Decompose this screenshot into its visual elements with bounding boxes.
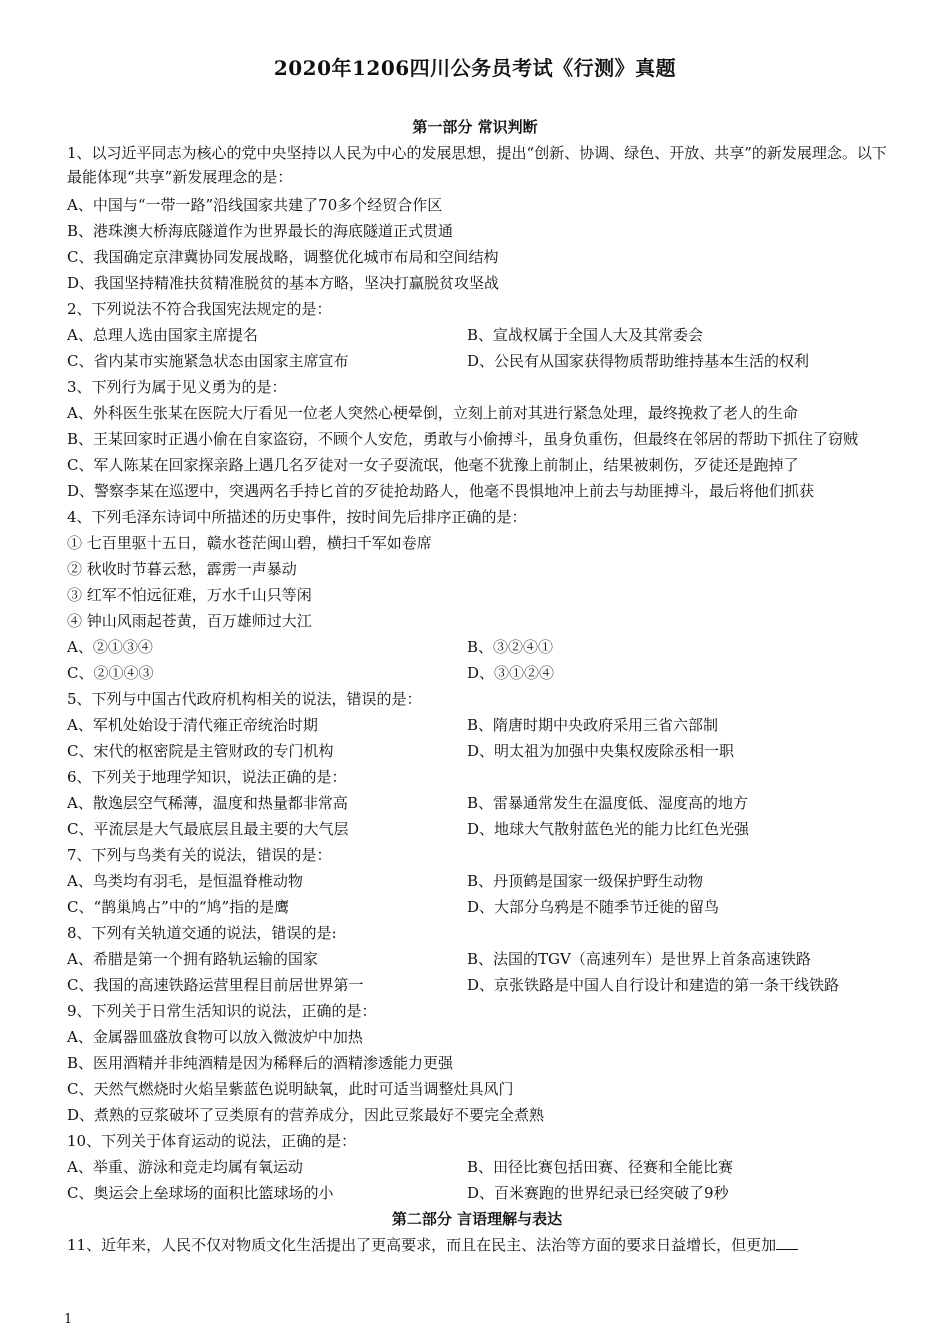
option-row bbox=[67, 634, 887, 660]
option-a: A、金属器皿盛放食物可以放入微波炉中加热 bbox=[67, 1028, 363, 1046]
option-b: B、丹顶鹤是国家一级保护野生动物 bbox=[467, 872, 704, 890]
option-row bbox=[67, 738, 887, 764]
option-c: C、“鹊巢鸠占”中的“鸠”指的是鹰 bbox=[67, 898, 290, 916]
question-stem: 1、以习近平同志为核心的党中央坚持以人民为中心的发展思想，提出“创新、协调、绿色、开放、共享”的新发展理念。以下最能体现“共享”新发展理念的是： bbox=[67, 144, 887, 186]
questions-block bbox=[67, 138, 887, 1258]
option-a: A、总理人选由国家主席提名 bbox=[67, 326, 258, 344]
poem-line: ③ 红军不怕远征难，万水千山只等闲 bbox=[67, 586, 312, 604]
option-c: C、平流层是大气最底层且最主要的大气层 bbox=[67, 820, 349, 838]
question-stem: 7、下列与鸟类有关的说法，错误的是： bbox=[67, 846, 332, 864]
option-row bbox=[67, 972, 887, 998]
question-stem: 5、下列与中国古代政府机构相关的说法，错误的是： bbox=[67, 690, 422, 708]
option-b: B、③②④① bbox=[467, 638, 554, 656]
option-c: C、军人陈某在回家探亲路上遇几名歹徒对一女子耍流氓，他毫不犹豫上前制止，结果被刺伤，歹徒还是跑掉了 bbox=[67, 456, 799, 474]
option-d: D、京张铁路是中国人自行设计和建造的第一条干线铁路 bbox=[467, 976, 840, 994]
poem-line: ④ 钟山风雨起苍黄，百万雄师过大江 bbox=[67, 612, 312, 630]
option-b: B、宣战权属于全国人大及其常委会 bbox=[467, 326, 704, 344]
option-row bbox=[67, 894, 887, 920]
option-a: A、散逸层空气稀薄，温度和热量都非常高 bbox=[67, 794, 348, 812]
option-c: C、宋代的枢密院是主管财政的专门机构 bbox=[67, 742, 334, 760]
section-heading-part2: 第二部分 言语理解与表达 bbox=[391, 1210, 563, 1228]
option-b: B、田径比赛包括田赛、径赛和全能比赛 bbox=[467, 1158, 734, 1176]
option-d: D、警察李某在巡逻中，突遇两名手持匕首的歹徒抢劫路人，他毫不畏惧地冲上前去与劫匪搏斗，最后将他们抓获 bbox=[67, 482, 815, 500]
option-c: C、省内某市实施紧急状态由国家主席宣布 bbox=[67, 352, 349, 370]
option-d: D、明太祖为加强中央集权废除丞相一职 bbox=[467, 742, 735, 760]
option-c: C、奥运会上垒球场的面积比篮球场的小 bbox=[67, 1184, 334, 1202]
option-d: D、煮熟的豆浆破坏了豆类原有的营养成分，因此豆浆最好不要完全煮熟 bbox=[67, 1106, 545, 1124]
option-row bbox=[67, 946, 887, 972]
question-stem: 9、下列关于日常生活知识的说法，正确的是： bbox=[67, 1002, 377, 1020]
question-stem: 11、近年来，人民不仅对物质文化生活提出了更高要求，而且在民主、法治等方面的要求日益增长，但更加 bbox=[67, 1236, 777, 1254]
option-a: A、②①③④ bbox=[67, 638, 153, 656]
option-d: D、百米赛跑的世界纪录已经突破了9秒 bbox=[467, 1184, 729, 1202]
option-row bbox=[67, 1154, 887, 1180]
option-a: A、中国与“一带一路”沿线国家共建了70多个经贸合作区 bbox=[67, 196, 443, 214]
option-b: B、医用酒精并非纯酒精是因为稀释后的酒精渗透能力更强 bbox=[67, 1054, 454, 1072]
option-a: A、外科医生张某在医院大厅看见一位老人突然心梗晕倒，立刻上前对其进行紧急处理，最终挽救了老人的生命 bbox=[67, 404, 798, 422]
option-row bbox=[67, 868, 887, 894]
option-row bbox=[67, 816, 887, 842]
question-stem: 8、下列有关轨道交通的说法，错误的是: bbox=[67, 924, 337, 942]
question-stem: 2、下列说法不符合我国宪法规定的是： bbox=[67, 300, 332, 318]
option-row bbox=[67, 790, 887, 816]
option-d: D、大部分乌鸦是不随季节迁徙的留鸟 bbox=[467, 898, 720, 916]
option-row bbox=[67, 1180, 887, 1206]
option-d: D、公民有从国家获得物质帮助维持基本生活的权利 bbox=[467, 352, 810, 370]
option-a: A、军机处始设于清代雍正帝统治时期 bbox=[67, 716, 318, 734]
option-b: B、港珠澳大桥海底隧道作为世界最长的海底隧道正式贯通 bbox=[67, 222, 454, 240]
option-b: B、雷暴通常发生在温度低、湿度高的地方 bbox=[467, 794, 749, 812]
option-b: B、法国的TGV（高速列车）是世界上首条高速铁路 bbox=[467, 950, 811, 968]
option-d: D、③①②④ bbox=[467, 664, 555, 682]
answer-blank bbox=[776, 1233, 798, 1250]
option-c: C、天然气燃烧时火焰呈紫蓝色说明缺氧，此时可适当调整灶具风门 bbox=[67, 1080, 514, 1098]
option-row bbox=[67, 712, 887, 738]
option-a: A、希腊是第一个拥有路轨运输的国家 bbox=[67, 950, 318, 968]
option-a: A、举重、游泳和竞走均属有氧运动 bbox=[67, 1158, 303, 1176]
poem-line: ② 秋收时节暮云愁，霹雳一声暴动 bbox=[67, 560, 297, 578]
option-b: B、王某回家时正遇小偷在自家盗窃，不顾个人安危，勇敢与小偷搏斗，虽身负重伤，但最终在邻居的帮助下抓住了窃贼 bbox=[67, 430, 859, 448]
option-a: A、鸟类均有羽毛，是恒温脊椎动物 bbox=[67, 872, 303, 890]
question-stem: 6、下列关于地理学知识，说法正确的是： bbox=[67, 768, 347, 786]
section-heading-part1: 第一部分 常识判断 bbox=[412, 118, 538, 136]
option-row bbox=[67, 348, 887, 374]
option-c: C、我国的高速铁路运营里程目前居世界第一 bbox=[67, 976, 364, 994]
option-b: B、隋唐时期中央政府采用三省六部制 bbox=[467, 716, 719, 734]
question-stem: 3、下列行为属于见义勇为的是： bbox=[67, 378, 287, 396]
option-row bbox=[67, 322, 887, 348]
question-stem: 10、下列关于体育运动的说法，正确的是： bbox=[67, 1132, 357, 1150]
option-row bbox=[67, 660, 887, 686]
option-c: C、我国确定京津冀协同发展战略，调整优化城市布局和空间结构 bbox=[67, 248, 499, 266]
question-stem-row bbox=[67, 1232, 887, 1258]
option-d: D、我国坚持精准扶贫精准脱贫的基本方略，坚决打赢脱贫攻坚战 bbox=[67, 274, 500, 292]
option-c: C、②①④③ bbox=[67, 664, 154, 682]
page-title: 2020年1206四川公务员考试《行测》真题 bbox=[273, 56, 677, 80]
poem-line: ① 七百里驱十五日，赣水苍茫闽山碧，横扫千军如卷席 bbox=[67, 534, 432, 552]
option-d: D、地球大气散射蓝色光的能力比红色光强 bbox=[467, 820, 750, 838]
page-number: 1 bbox=[64, 1312, 73, 1327]
question-stem: 4、下列毛泽东诗词中所描述的历史事件，按时间先后排序正确的是： bbox=[67, 508, 527, 526]
